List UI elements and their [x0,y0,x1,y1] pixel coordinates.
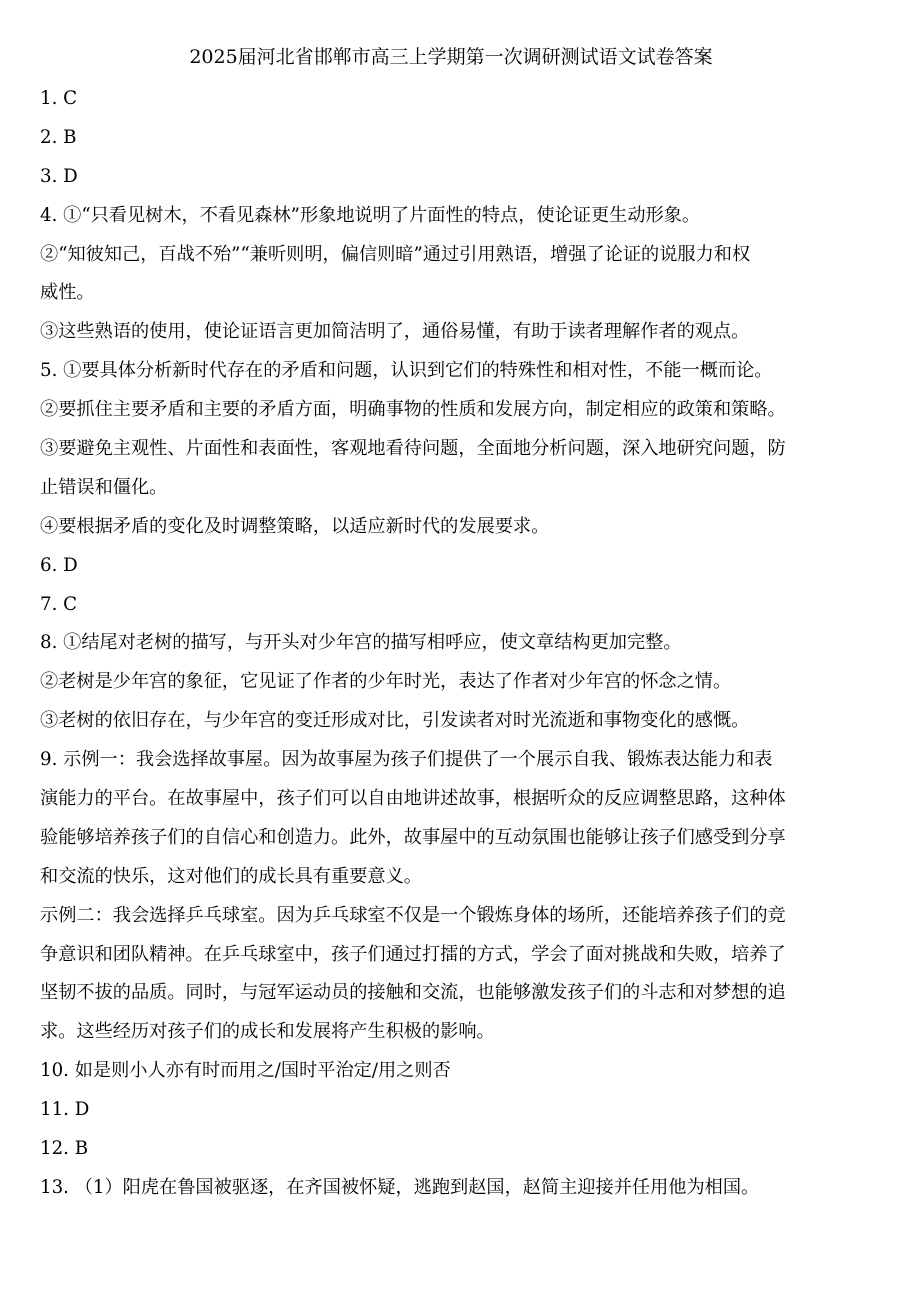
answer-line: 演能力的平台。在故事屋中，孩子们可以自由地讲述故事，根据听众的反应调整思路，这种体 [40,788,786,810]
answer-line: ③老树的依旧存在，与少年宫的变迁形成对比，引发读者对时光流逝和事物变化的感慨。 [40,710,750,732]
answer-line: 止错误和僵化。 [40,476,168,498]
answer-line: ③这些熟语的使用，使论证语言更加简洁明了，通俗易懂，有助于读者理解作者的观点。 [40,321,750,343]
answer-line: 验能够培养孩子们的自信心和创造力。此外，故事屋中的互动氛围也能够让孩子们感受到分享 [40,826,786,848]
answer-line: ④要根据矛盾的变化及时调整策略，以适应新时代的发展要求。 [40,515,550,537]
answer-line: 示例二：我会选择乒乓球室。因为乒乓球室不仅是一个锻炼身体的场所，还能培养孩子们的竞 [40,904,786,926]
answer-line: 9. 示例一：我会选择故事屋。因为故事屋为孩子们提供了一个展示自我、锻炼表达能力和表 [40,749,773,771]
answer-line: 8. ①结尾对老树的描写，与开头对少年宫的描写相呼应，使文章结构更加完整。 [40,632,682,654]
answer-list [40,80,862,1208]
answer-line: 和交流的快乐，这对他们的成长具有重要意义。 [40,865,422,887]
answer-line: 13. （1）阳虎在鲁国被驱逐，在齐国被怀疑，逃跑到赵国，赵简主迎接并任用他为相国。 [40,1176,760,1198]
answer-line: 2. B [40,126,77,148]
answer-line: 11. D [40,1099,90,1121]
answer-line: 3. D [40,165,78,187]
document-title: 2025届河北省邯郸市高三上学期第一次调研测试语文试卷答案 [189,46,713,68]
answer-line: ②老树是少年宫的象征，它见证了作者的少年时光，表达了作者对少年宫的怀念之情。 [40,671,732,693]
answer-line: 坚韧不拔的品质。同时，与冠军运动员的接触和交流，也能够激发孩子们的斗志和对梦想的追 [40,982,786,1004]
answer-line: ②“知彼知己，百战不殆”“兼听则明，偏信则暗”通过引用熟语，增强了论证的说服力和权 [40,243,751,265]
answer-line: ③要避免主观性、片面性和表面性，客观地看待问题，全面地分析问题，深入地研究问题，防 [40,438,786,460]
answer-line: 12. B [40,1138,89,1160]
answer-line: 1. C [40,88,78,109]
answer-line: 求。这些经历对孩子们的成长和发展将产生积极的影响。 [40,1021,495,1043]
answer-line: ②要抓住主要矛盾和主要的矛盾方面，明确事物的性质和发展方向，制定相应的政策和策略。 [40,399,786,421]
answer-line: 6. D [40,554,78,576]
answer-line: 5. ①要具体分析新时代存在的矛盾和问题，认识到它们的特殊性和相对性，不能一概而论。 [40,360,773,382]
answer-line: 10. 如是则小人亦有时而用之/国时平治定/用之则否 [40,1060,451,1082]
answer-line: 争意识和团队精神。在乒乓球室中，孩子们通过打擂的方式，学会了面对挑战和失败，培养了 [40,943,786,965]
answer-line: 威性。 [40,282,95,304]
answer-line: 7. C [40,593,78,615]
answer-line: 4. ①“只看见树木，不看见森林”形象地说明了片面性的特点，使论证更生动形象。 [40,204,701,226]
